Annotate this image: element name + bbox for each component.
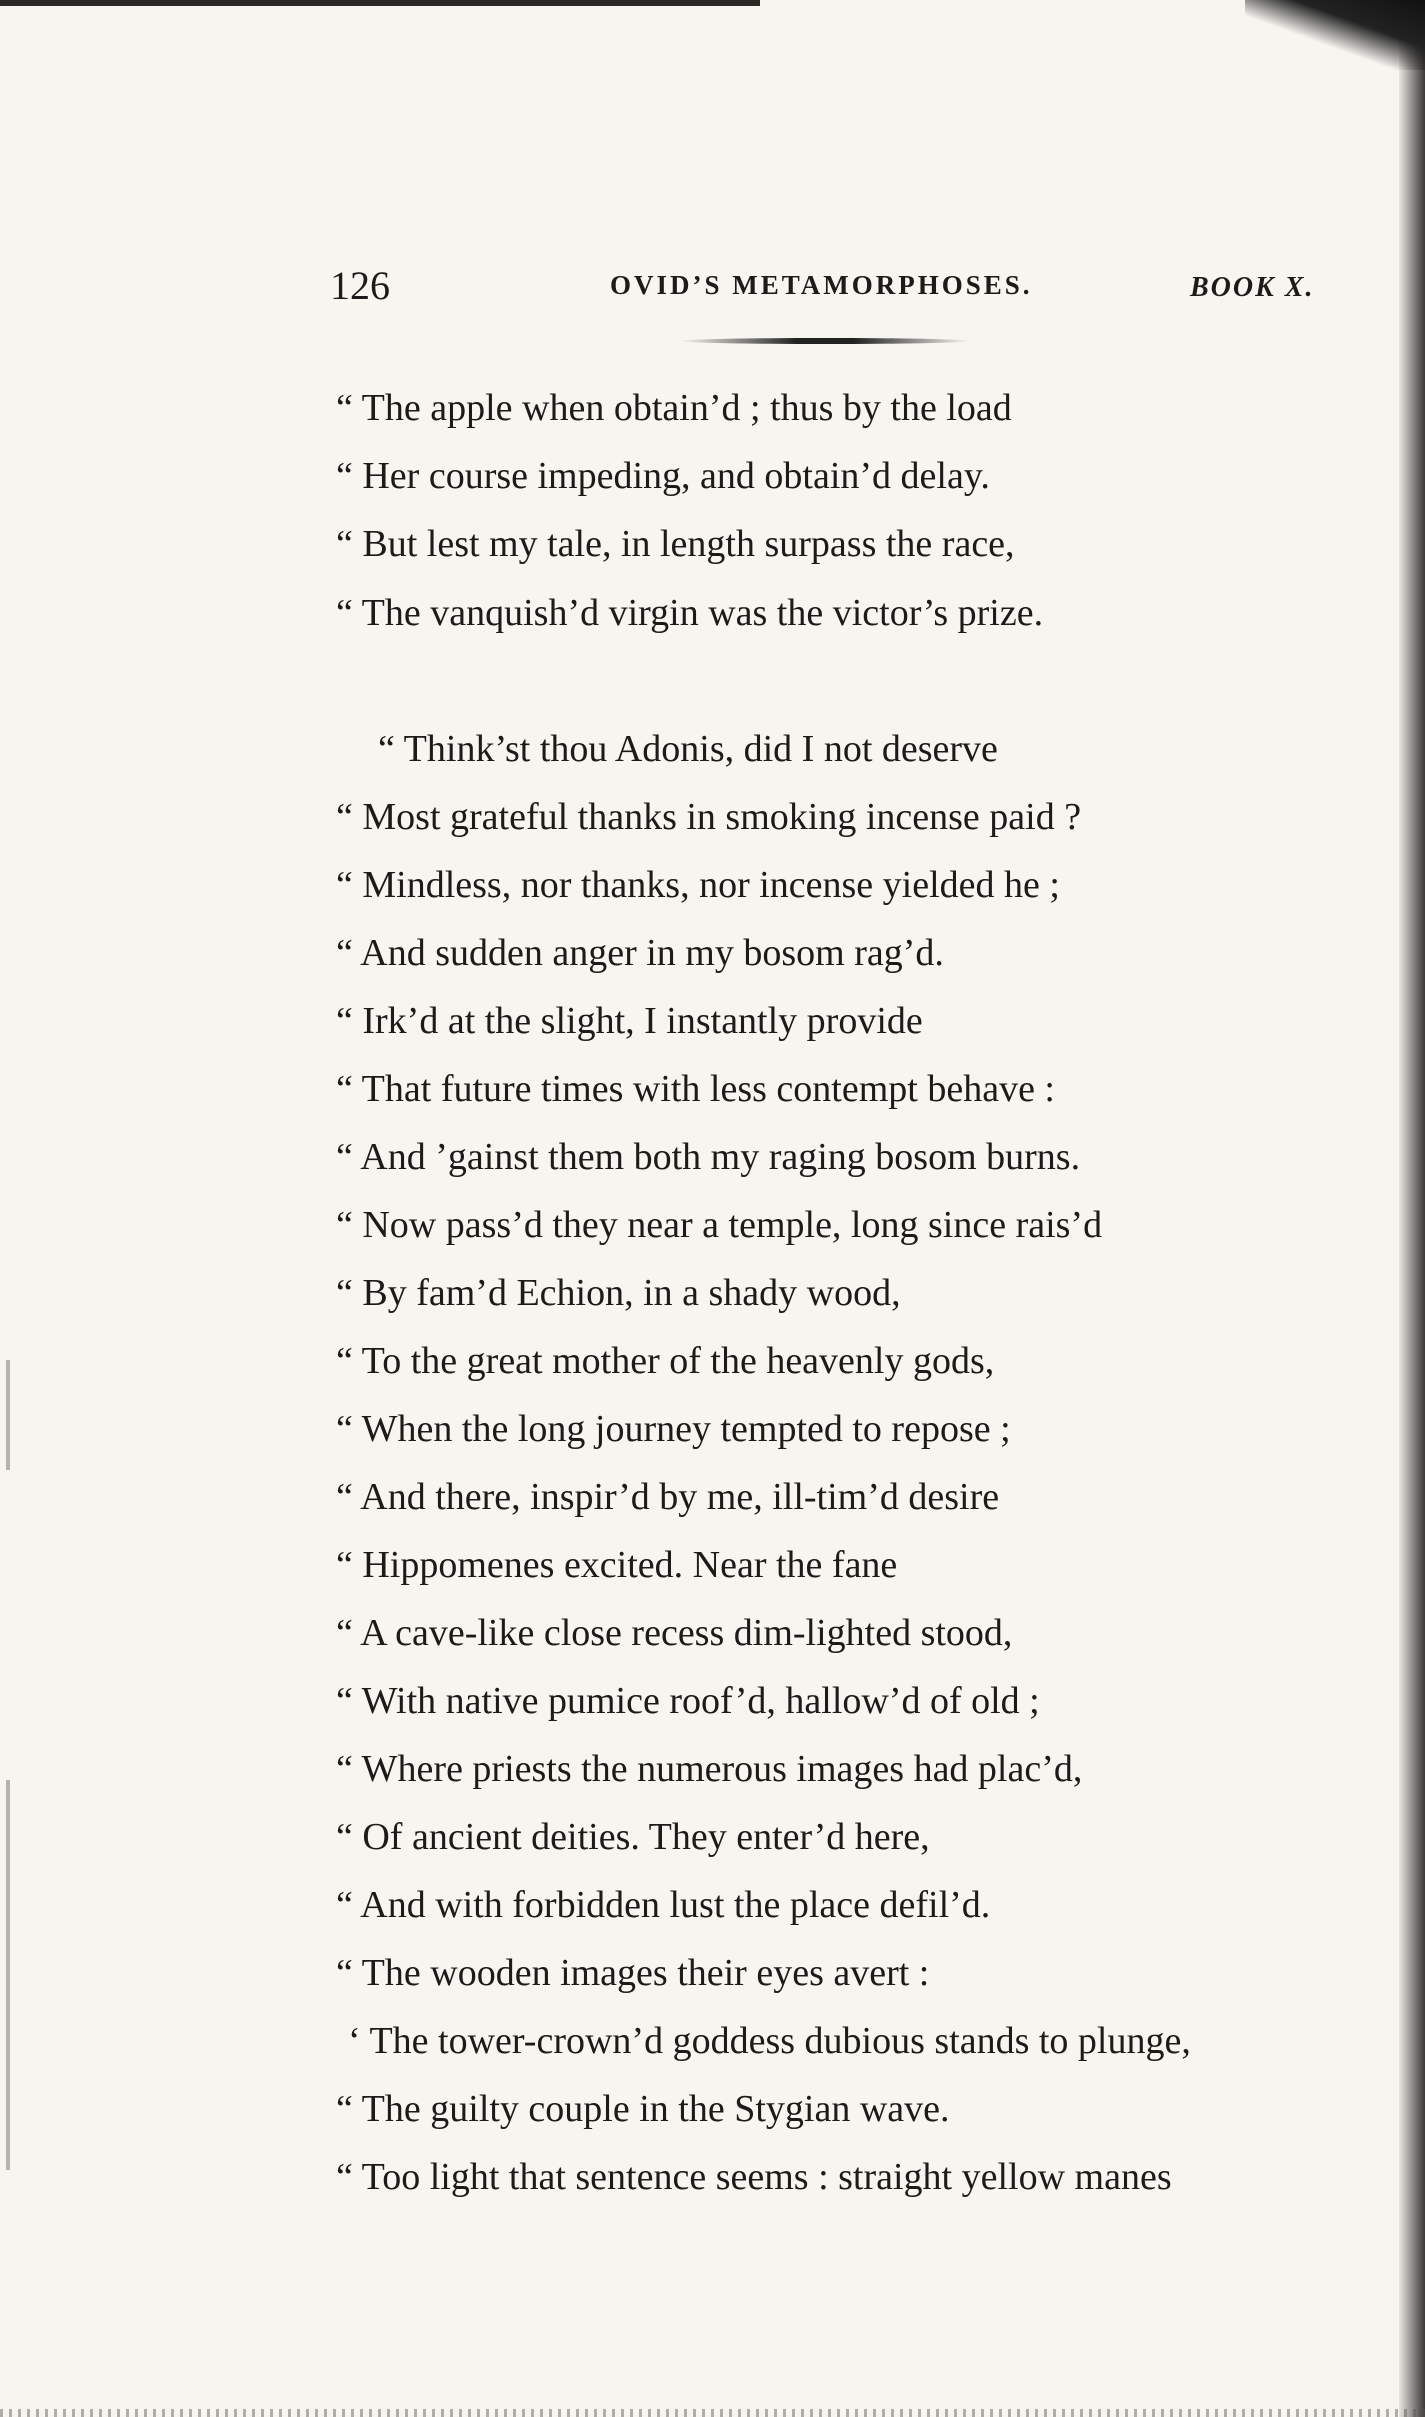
poem-line: “ Now pass’d they near a temple, long since rais’d [336,1204,1103,1246]
page-bottom-edge [0,2409,1425,2417]
running-title: OVID’S METAMORPHOSES. [610,270,1033,300]
poem-line: “ The guilty couple in the Stygian wave. [336,2088,950,2130]
poem-line: ‘ The tower-crown’d goddess dubious stands to plunge, [348,2020,1191,2062]
poem-line: “ When the long journey tempted to repose ; [336,1408,1011,1450]
page-top-edge [0,0,760,6]
page-header [330,262,1330,322]
poem-line: “ And there, inspir’d by me, ill-tim’d desire [336,1476,1000,1518]
poem-line: “ Where priests the numerous images had plac’d, [336,1748,1083,1790]
poem-line: “ And ’gainst them both my raging bosom burns. [336,1136,1081,1178]
poem-line: “ To the great mother of the heavenly gods, [336,1340,995,1382]
page-number: 126 [330,263,390,308]
poem-line: “ Hippomenes excited. Near the fane [336,1544,898,1586]
page-right-edge [1399,0,1425,2417]
poem-line: “ That future times with less contempt behave : [336,1068,1055,1110]
poem-line: “ A cave-like close recess dim-lighted stood, [336,1612,1013,1654]
poem-line: “ Of ancient deities. They enter’d here, [336,1816,930,1858]
poem-line: “ And sudden anger in my bosom rag’d. [336,932,944,974]
poem-line: “ Mindless, nor thanks, nor incense yielded he ; [336,864,1060,906]
poem-line: “ Think’st thou Adonis, did I not deserve [378,728,998,770]
margin-mark [6,1780,10,2170]
page-corner-shadow [1245,0,1425,70]
book-reference: BOOK X. [1190,272,1315,303]
poem-line: “ And with forbidden lust the place defil’d. [336,1884,991,1926]
header-rule [680,338,970,344]
poem-line: “ By fam’d Echion, in a shady wood, [336,1272,901,1314]
poem-line: “ The wooden images their eyes avert : [336,1952,930,1994]
poem-line: “ Too light that sentence seems : straight yellow manes [336,2156,1172,2198]
poem-line: “ Her course impeding, and obtain’d delay. [336,455,990,497]
poem-line: “ Irk’d at the slight, I instantly provide [336,1000,923,1042]
poem-line: “ Most grateful thanks in smoking incense paid ? [336,796,1082,838]
poem-line: “ The apple when obtain’d ; thus by the load [336,387,1012,429]
poem-line: “ But lest my tale, in length surpass the race, [336,523,1015,565]
poem-line: “ With native pumice roof’d, hallow’d of old ; [336,1680,1040,1722]
poem-line: “ The vanquish’d virgin was the victor’s prize. [336,592,1044,634]
margin-mark [6,1360,10,1470]
